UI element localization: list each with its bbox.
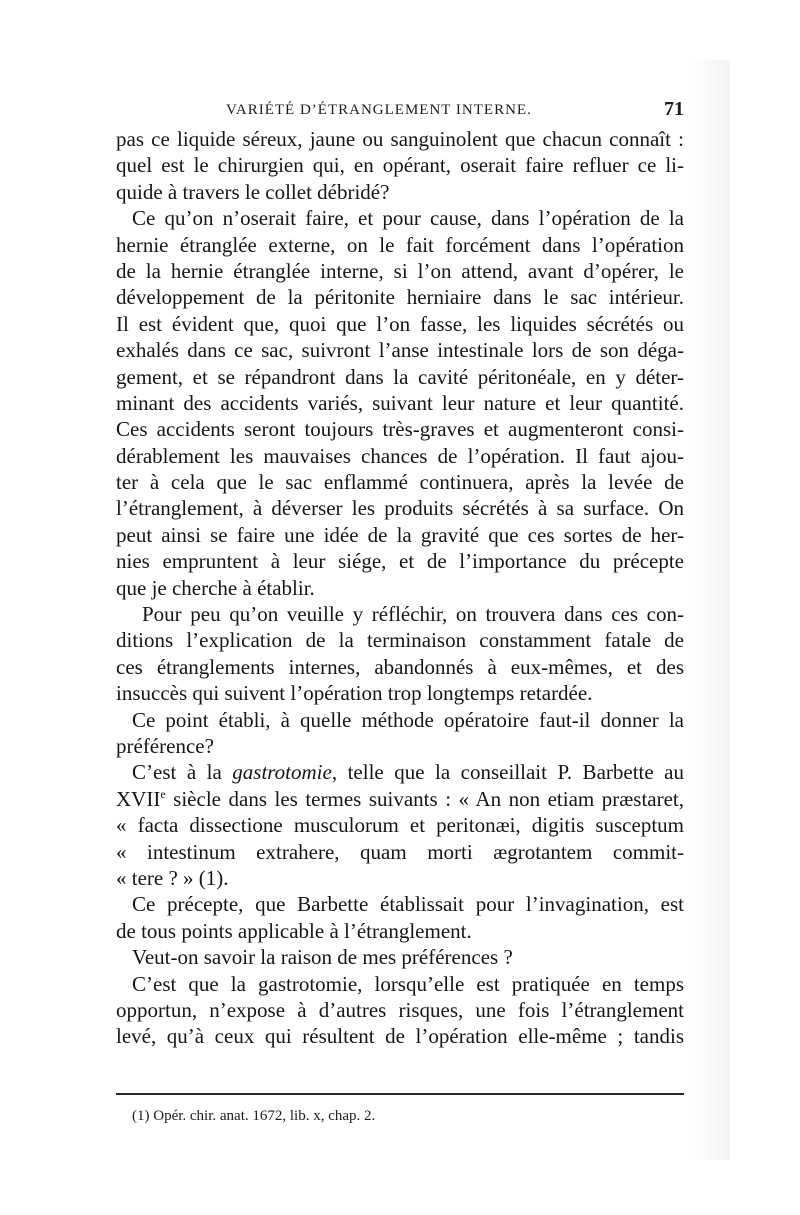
text-line: Ce qu’on n’oserait faire, et pour cause, dans l’opération de la — [132, 206, 684, 231]
text-line: Il est évident que, quoi que l’on fasse, les liquides sécrétés ou — [116, 311, 684, 336]
text-line: peut ainsi se faire une idée de la gravité que ces sortes de her- — [116, 522, 684, 547]
text-line — [116, 759, 684, 785]
text-line: préférence? — [116, 733, 214, 758]
italic-term: gastrotomie — [232, 760, 332, 785]
text-line: Ce point établi, à quelle méthode opératoire faut-il donner la — [132, 707, 684, 732]
text-line: minant des accidents variés, suivant leur nature et leur quantité. — [116, 390, 684, 415]
text-line: hernie étranglée externe, on le fait forcément dans l’opération — [116, 232, 684, 257]
text-line: « facta dissectione musculorum et peritonæi, digitis susceptum — [116, 813, 684, 838]
scan-shadow — [690, 60, 730, 1160]
page-header — [116, 100, 684, 122]
text-line: quel est le chirurgien qui, en opérant, oserait faire refluer ce li- — [116, 153, 684, 178]
text-line: de tous points applicable à l’étranglement. — [116, 918, 472, 943]
running-head: VARIÉTÉ D’ÉTRANGLEMENT INTERNE. — [226, 102, 532, 118]
text-line: l’étranglement, à déverser les produits sécrétés à sa surface. On — [116, 496, 684, 521]
text-line: opportun, n’expose à d’autres risques, une fois l’étranglement — [116, 997, 684, 1022]
text-line: que je cherche à établir. — [116, 575, 315, 600]
text-line: « tere ? » (1). — [116, 865, 229, 890]
century-numeral: XVII — [116, 786, 161, 811]
text-line: pas ce liquide séreux, jaune ou sanguinolent que chacun connaît : — [116, 127, 684, 151]
text-line: C’est que la gastrotomie, lorsqu’elle est pratiquée en temps — [132, 971, 684, 996]
text-line: levé, qu’à ceux qui résultent de l’opération elle-même ; tandis — [116, 1024, 684, 1049]
text-line: dérablement les mauvaises chances de l’opération. Il faut ajou- — [116, 443, 684, 468]
text-line: Pour peu qu’on veuille y réfléchir, on trouvera dans ces con- — [142, 602, 684, 627]
superscript: e — [160, 786, 166, 801]
text-line: insuccès qui suivent l’opération trop longtemps retardée. — [116, 681, 593, 706]
page-number: 71 — [664, 98, 684, 120]
text-line — [116, 786, 684, 812]
text-line: développement de la péritonite herniaire dans le sac intérieur. — [116, 285, 684, 310]
text-line: ditions l’explication de la terminaison constamment fatale de — [116, 628, 684, 653]
text-line: nies empruntent à leur siége, et de l’importance du précepte — [116, 549, 684, 574]
text-run: C’est à la — [132, 760, 233, 785]
text-line: « intestinum extrahere, quam morti ægrotantem commit- — [116, 839, 684, 864]
text-line: Ce précepte, que Barbette établissait pour l’invagination, est — [132, 892, 684, 917]
text-line: Veut-on savoir la raison de mes préférences ? — [132, 945, 513, 970]
text-run: siècle dans les termes suivants : « An non etiam præstaret, — [165, 786, 684, 811]
footnote-rule — [116, 1093, 684, 1095]
text-line: Ces accidents seront toujours très-graves et augmenteront consi- — [116, 417, 684, 442]
text-line: quide à travers le collet débridé? — [116, 179, 390, 204]
text-line: gement, et se répandront dans la cavité péritonéale, en y déter- — [116, 364, 684, 389]
text-run: , telle que la conseillait P. Barbette au — [331, 760, 684, 785]
footnote: (1) Opér. chir. anat. 1672, lib. x, chap. 2. — [132, 1108, 376, 1124]
text-line: ter à cela que le sac enflammé continuera, après la levée de — [116, 470, 684, 495]
body-text — [116, 126, 684, 1050]
text-line: de la hernie étranglée interne, si l’on attend, avant d’opérer, le — [116, 258, 684, 283]
text-line: exhalés dans ce sac, suivront l’anse intestinale lors de son déga- — [116, 338, 684, 363]
text-line: ces étranglements internes, abandonnés à eux-mêmes, et des — [116, 654, 684, 679]
